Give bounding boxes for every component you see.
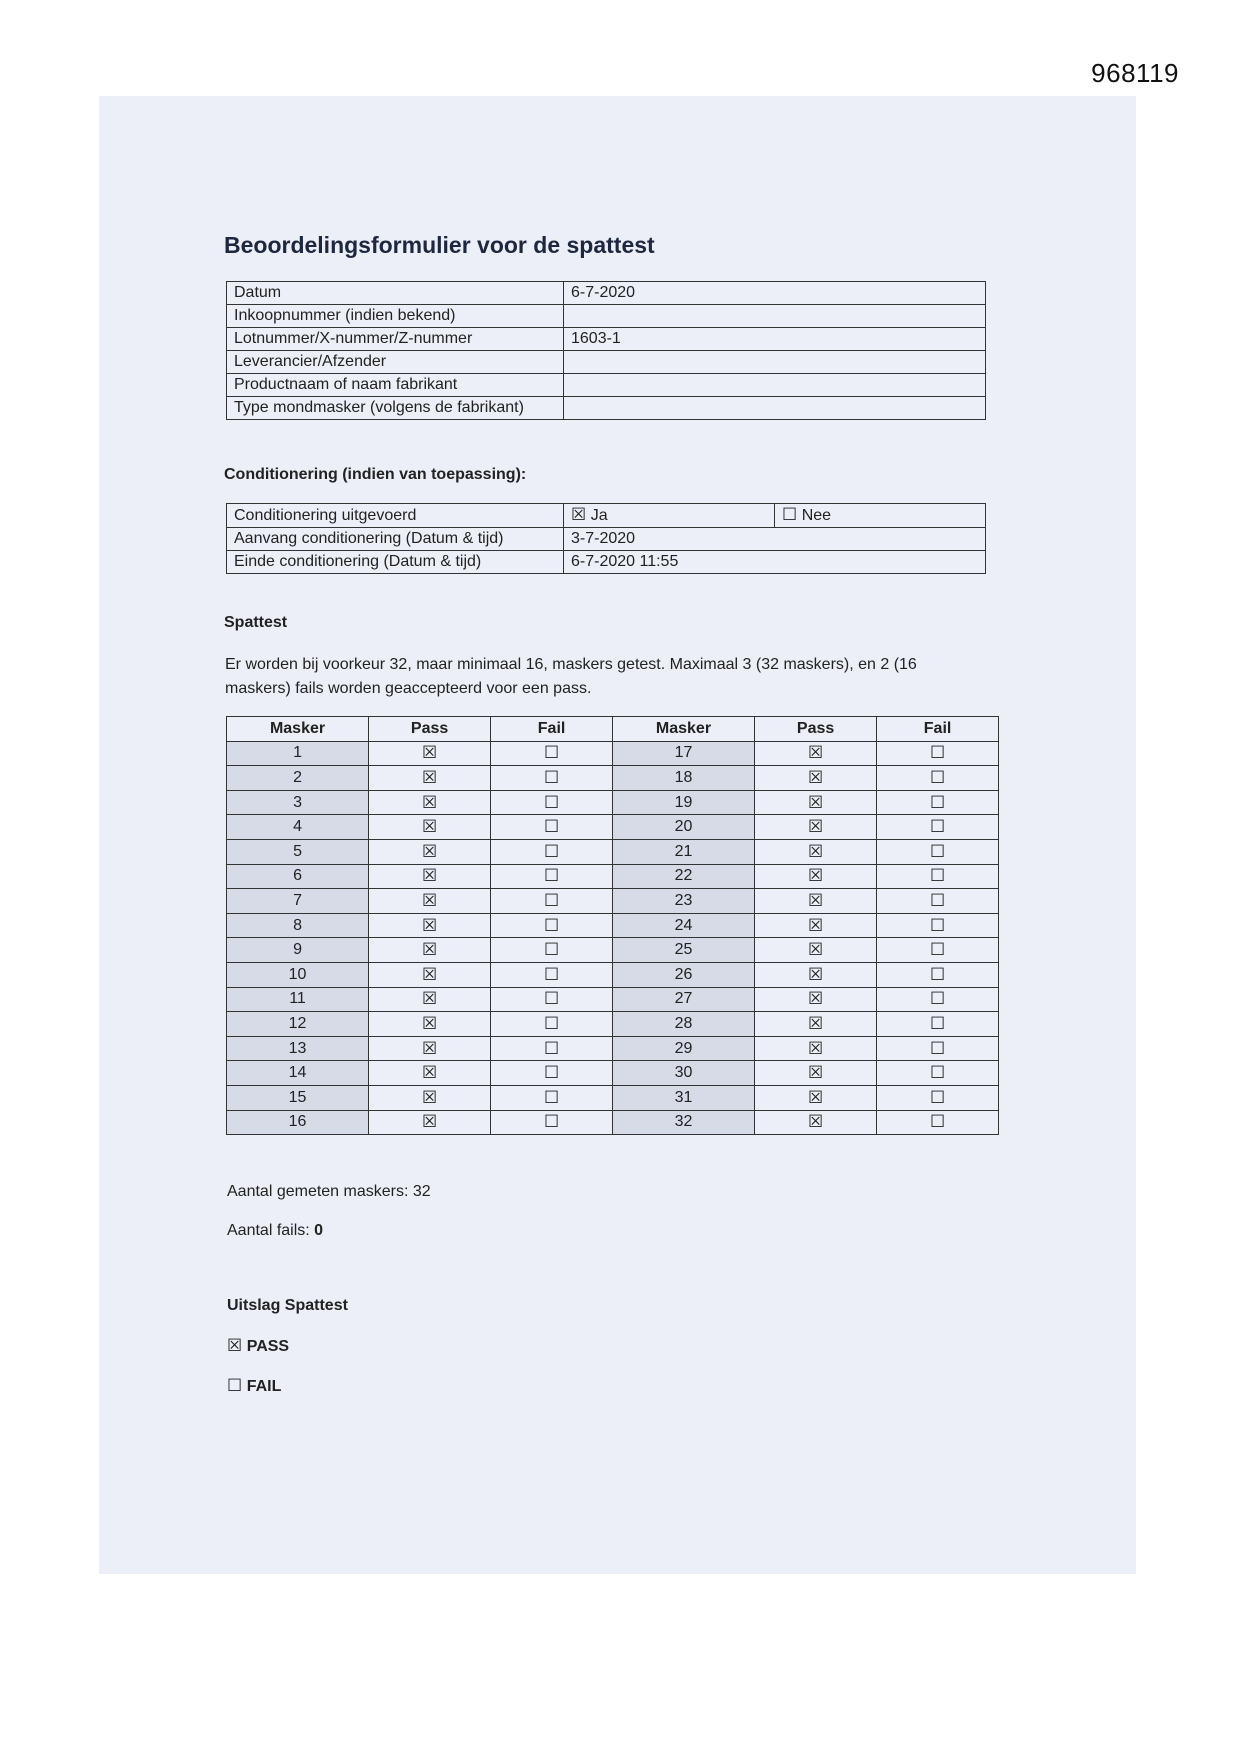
results-row [227,1012,999,1037]
results-column-header: Masker [612,717,754,742]
mask-number: 24 [612,913,754,938]
details-label: Type mondmasker (volgens de fabrikant) [227,397,564,420]
result-fail-option[interactable] [227,1376,281,1396]
fail-checkbox[interactable]: ☐ [491,864,613,889]
results-row [227,766,999,791]
fail-checkbox[interactable]: ☐ [877,962,999,987]
spattest-heading: Spattest [224,614,288,631]
pass-checkbox[interactable]: ☒ [369,889,491,914]
mask-number: 7 [227,889,369,914]
details-label: Inkoopnummer (indien bekend) [227,305,564,328]
fail-checkbox[interactable]: ☐ [491,815,613,840]
pass-checkbox[interactable]: ☒ [369,839,491,864]
document-number: 968119 [1091,58,1179,88]
fail-count-label: Aantal fails: [227,1222,315,1239]
unchecked-box-icon: ☐ [227,1376,243,1396]
details-row [227,397,986,420]
pass-checkbox[interactable]: ☒ [369,938,491,963]
conditioning-table [226,503,986,574]
conditioning-performed-label: Conditionering uitgevoerd [227,504,564,528]
mask-number: 21 [612,839,754,864]
fail-checkbox[interactable]: ☐ [491,839,613,864]
measured-count-label: Aantal gemeten maskers: [227,1183,413,1200]
checked-box-icon: ☒ [227,1336,243,1356]
pass-checkbox[interactable]: ☒ [755,741,877,766]
fail-checkbox[interactable]: ☐ [877,913,999,938]
mask-number: 30 [612,1061,754,1086]
results-row [227,741,999,766]
mask-number: 15 [227,1085,369,1110]
fail-checkbox[interactable]: ☐ [491,1085,613,1110]
results-row [227,1110,999,1135]
fail-count-value: 0 [314,1222,324,1239]
pass-checkbox[interactable]: ☒ [755,962,877,987]
mask-number: 28 [612,1012,754,1037]
result-fail-label: FAIL [246,1378,282,1395]
mask-number: 10 [227,962,369,987]
details-row [227,282,986,305]
details-row [227,374,986,397]
result-pass-label: PASS [246,1338,290,1355]
results-column-header: Pass [369,717,491,742]
mask-number: 29 [612,1036,754,1061]
fail-checkbox[interactable]: ☐ [491,741,613,766]
fail-checkbox[interactable]: ☐ [491,790,613,815]
mask-number: 22 [612,864,754,889]
pass-checkbox[interactable]: ☒ [369,815,491,840]
mask-number: 11 [227,987,369,1012]
mask-number: 23 [612,889,754,914]
details-value: 6-7-2020 [564,282,986,305]
details-value [564,397,986,420]
conditioning-end-row [227,551,986,574]
measured-count-value: 32 [412,1183,431,1200]
mask-number: 20 [612,815,754,840]
mask-number: 32 [612,1110,754,1135]
fail-checkbox[interactable]: ☐ [877,938,999,963]
results-column-header: Masker [227,717,369,742]
fail-checkbox[interactable]: ☐ [877,790,999,815]
details-label: Lotnummer/X-nummer/Z-nummer [227,328,564,351]
conditioning-yes-option[interactable] [564,504,775,528]
fail-checkbox[interactable]: ☐ [877,815,999,840]
fail-checkbox[interactable]: ☐ [491,1110,613,1135]
fail-checkbox[interactable]: ☐ [877,1036,999,1061]
pass-checkbox[interactable]: ☒ [755,1012,877,1037]
checked-box-icon: ☒ [571,505,587,525]
pass-checkbox[interactable]: ☒ [755,1061,877,1086]
fail-checkbox[interactable]: ☐ [877,889,999,914]
results-row [227,987,999,1012]
pass-checkbox[interactable]: ☒ [369,962,491,987]
mask-number: 25 [612,938,754,963]
pass-checkbox[interactable]: ☒ [755,790,877,815]
pass-checkbox[interactable]: ☒ [369,1036,491,1061]
fail-checkbox[interactable]: ☐ [491,889,613,914]
details-row [227,328,986,351]
form-title: Beoordelingsformulier voor de spattest [224,232,655,258]
pass-checkbox[interactable]: ☒ [755,1036,877,1061]
mask-number: 1 [227,741,369,766]
result-heading: Uitslag Spattest [227,1297,348,1314]
conditioning-end-label: Einde conditionering (Datum & tijd) [227,551,564,574]
conditioning-start-row [227,528,986,551]
pass-checkbox[interactable]: ☒ [755,839,877,864]
conditioning-yes-label: Ja [590,507,608,524]
details-table [226,281,986,420]
unchecked-box-icon: ☐ [782,505,798,525]
mask-number: 19 [612,790,754,815]
pass-checkbox[interactable]: ☒ [369,1110,491,1135]
pass-checkbox[interactable]: ☒ [755,913,877,938]
results-row [227,1036,999,1061]
fail-checkbox[interactable]: ☐ [877,741,999,766]
measured-count [227,1183,431,1201]
pass-checkbox[interactable]: ☒ [369,1012,491,1037]
mask-number: 4 [227,815,369,840]
pass-checkbox[interactable]: ☒ [755,1110,877,1135]
results-header-row [227,717,999,742]
mask-number: 6 [227,864,369,889]
results-row [227,889,999,914]
results-row [227,790,999,815]
spattest-intro: Er worden bij voorkeur 32, maar minimaal 16, maskers getest. Maximaal 3 (32 maskers), en 2 (16 maskers) fails worden geaccepteerd voor een pass. [225,656,917,697]
mask-number: 2 [227,766,369,791]
results-row [227,815,999,840]
results-column-header: Pass [755,717,877,742]
mask-number: 13 [227,1036,369,1061]
pass-checkbox[interactable]: ☒ [369,913,491,938]
mask-number: 5 [227,839,369,864]
fail-checkbox[interactable]: ☐ [877,766,999,791]
pass-checkbox[interactable]: ☒ [369,1085,491,1110]
fail-count [227,1222,323,1240]
fail-checkbox[interactable]: ☐ [877,1061,999,1086]
conditioning-no-label: Nee [801,507,832,524]
details-value [564,305,986,328]
details-row [227,351,986,374]
details-label: Leverancier/Afzender [227,351,564,374]
results-row [227,864,999,889]
mask-number: 18 [612,766,754,791]
results-row [227,839,999,864]
fail-checkbox[interactable]: ☐ [491,1012,613,1037]
pass-checkbox[interactable]: ☒ [755,889,877,914]
pass-checkbox[interactable]: ☒ [755,864,877,889]
mask-number: 9 [227,938,369,963]
fail-checkbox[interactable]: ☐ [491,987,613,1012]
pass-checkbox[interactable]: ☒ [369,1061,491,1086]
pass-checkbox[interactable]: ☒ [755,766,877,791]
conditioning-heading: Conditionering (indien van toepassing): [224,466,527,483]
conditioning-start-value: 3-7-2020 [564,528,986,551]
mask-number: 31 [612,1085,754,1110]
pass-checkbox[interactable]: ☒ [755,815,877,840]
results-row [227,1061,999,1086]
details-label: Productnaam of naam fabrikant [227,374,564,397]
pass-checkbox[interactable]: ☒ [369,864,491,889]
fail-checkbox[interactable]: ☐ [877,1085,999,1110]
conditioning-no-option[interactable] [775,504,986,528]
fail-checkbox[interactable]: ☐ [877,987,999,1012]
results-column-header: Fail [877,717,999,742]
mask-number: 8 [227,913,369,938]
result-pass-option[interactable] [227,1336,289,1356]
details-value: 1603-1 [564,328,986,351]
fail-checkbox[interactable]: ☐ [491,1036,613,1061]
fail-checkbox[interactable]: ☐ [491,913,613,938]
mask-number: 16 [227,1110,369,1135]
fail-checkbox[interactable]: ☐ [877,1012,999,1037]
fail-checkbox[interactable]: ☐ [491,962,613,987]
pass-checkbox[interactable]: ☒ [369,741,491,766]
results-table [226,716,999,1135]
pass-checkbox[interactable]: ☒ [369,790,491,815]
pass-checkbox[interactable]: ☒ [755,987,877,1012]
details-value [564,351,986,374]
mask-number: 26 [612,962,754,987]
fail-checkbox[interactable]: ☐ [877,839,999,864]
mask-number: 27 [612,987,754,1012]
fail-checkbox[interactable]: ☐ [491,1061,613,1086]
conditioning-end-value: 6-7-2020 11:55 [564,551,986,574]
pass-checkbox[interactable]: ☒ [755,938,877,963]
fail-checkbox[interactable]: ☐ [877,1110,999,1135]
pass-checkbox[interactable]: ☒ [369,766,491,791]
pass-checkbox[interactable]: ☒ [755,1085,877,1110]
results-row [227,913,999,938]
fail-checkbox[interactable]: ☐ [877,864,999,889]
mask-number: 3 [227,790,369,815]
results-row [227,962,999,987]
results-column-header: Fail [491,717,613,742]
conditioning-performed-row [227,504,986,528]
mask-number: 14 [227,1061,369,1086]
details-label: Datum [227,282,564,305]
results-row [227,1085,999,1110]
conditioning-start-label: Aanvang conditionering (Datum & tijd) [227,528,564,551]
pass-checkbox[interactable]: ☒ [369,987,491,1012]
mask-number: 12 [227,1012,369,1037]
results-row [227,938,999,963]
mask-number: 17 [612,741,754,766]
details-value [564,374,986,397]
fail-checkbox[interactable]: ☐ [491,766,613,791]
details-row [227,305,986,328]
fail-checkbox[interactable]: ☐ [491,938,613,963]
